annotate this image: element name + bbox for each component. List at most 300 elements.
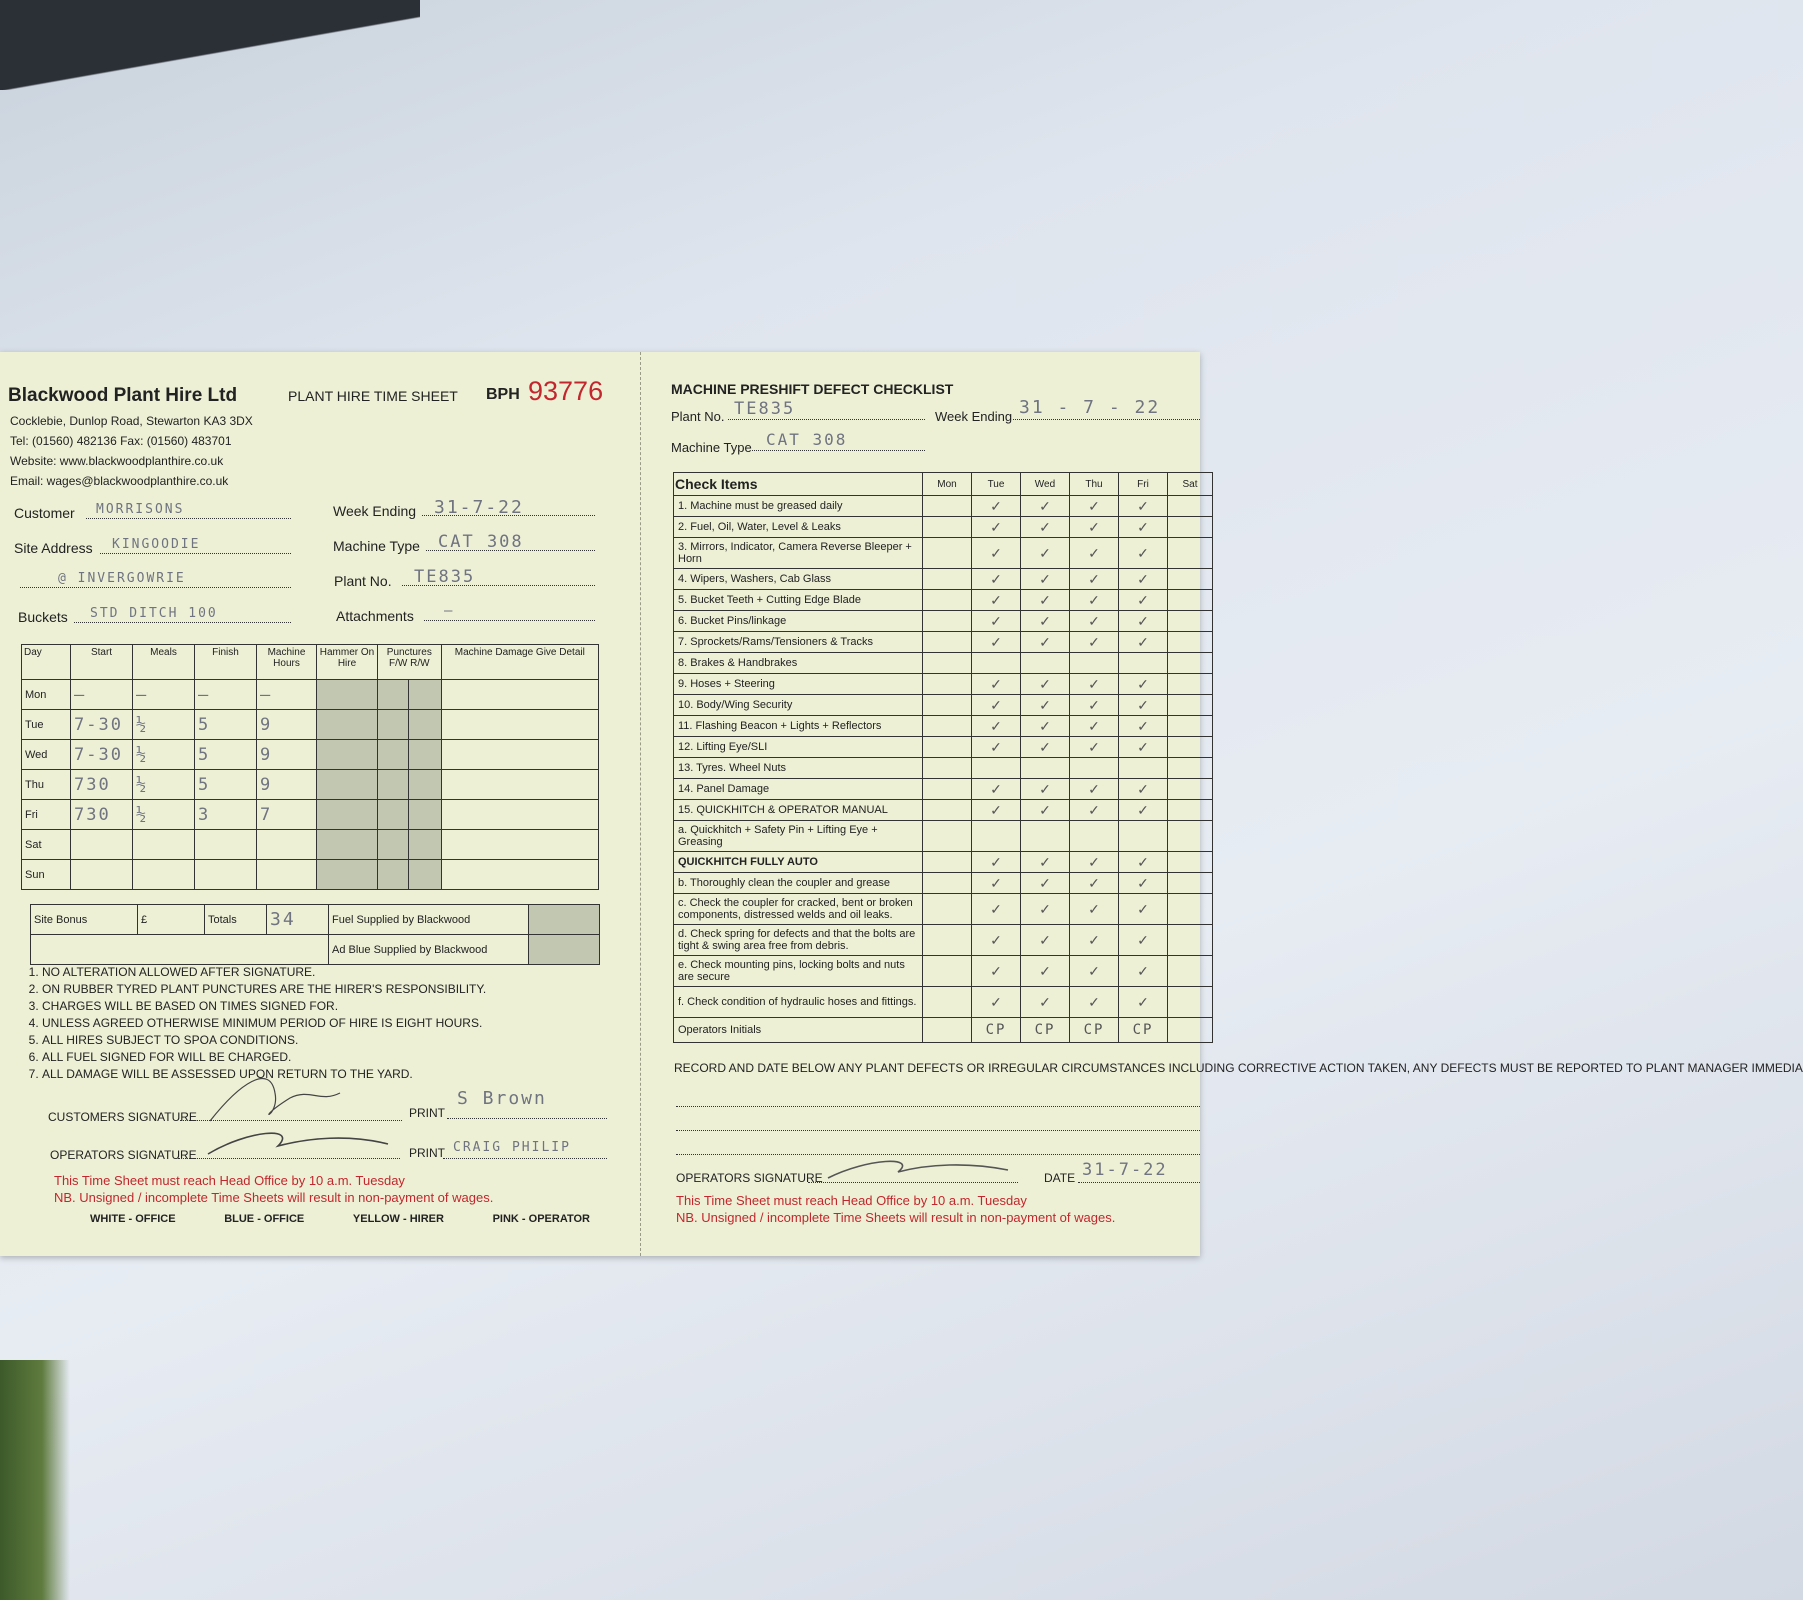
checklist-week-label: Week Ending (935, 409, 1013, 424)
check-tick-cell[interactable] (1070, 821, 1119, 852)
check-tick-cell[interactable] (1119, 925, 1168, 956)
plant-no-field[interactable] (402, 567, 595, 586)
check-tick-cell[interactable] (1168, 496, 1213, 517)
damage-cell[interactable] (441, 710, 598, 740)
initials-label: Operators Initials (674, 1018, 923, 1043)
check-tick-cell[interactable] (1021, 653, 1070, 674)
check-tick-cell[interactable] (1021, 956, 1070, 987)
hammer-cell[interactable] (317, 830, 378, 860)
check-item-label: 6. Bucket Pins/linkage (674, 611, 923, 632)
check-tick-cell[interactable] (972, 737, 1021, 758)
check-tick-cell[interactable] (1119, 800, 1168, 821)
check-mark-icon: ✓ (990, 675, 1002, 692)
start-cell[interactable]: 730 (71, 770, 133, 800)
check-tick-cell[interactable] (1021, 716, 1070, 737)
check-tick-cell[interactable] (1021, 538, 1070, 569)
operator-signature-field[interactable] (178, 1146, 400, 1159)
check-mark-icon: ✓ (1039, 900, 1051, 917)
check-tick-cell[interactable] (1119, 496, 1168, 517)
initials-cell[interactable]: CP (1119, 1018, 1168, 1043)
puncture-fw-cell[interactable] (378, 680, 409, 710)
check-tick-cell[interactable] (972, 517, 1021, 538)
puncture-fw-cell[interactable] (378, 800, 409, 830)
finish-cell[interactable] (195, 830, 257, 860)
site-address-label: Site Address (14, 540, 93, 556)
check-tick-cell[interactable] (923, 873, 972, 894)
check-items-header: Check Items (674, 473, 923, 496)
check-tick-cell[interactable] (972, 611, 1021, 632)
check-tick-cell[interactable] (972, 758, 1021, 779)
week-ending-label: Week Ending (333, 503, 417, 519)
check-tick-cell[interactable] (1021, 517, 1070, 538)
check-row (674, 987, 1213, 1018)
check-tick-cell[interactable] (1070, 590, 1119, 611)
ref-prefix: BPH (486, 386, 520, 403)
check-mark-icon: ✓ (1088, 696, 1100, 713)
check-mark-icon: ✓ (1088, 675, 1100, 692)
hours-cell[interactable]: 9 (257, 710, 317, 740)
hours-cell[interactable]: 9 (257, 770, 317, 800)
check-tick-cell[interactable] (1021, 779, 1070, 800)
check-tick-cell[interactable] (972, 800, 1021, 821)
check-tick-cell[interactable] (923, 956, 972, 987)
check-tick-cell[interactable] (1021, 894, 1070, 925)
puncture-fw-cell[interactable] (378, 860, 409, 890)
hammer-cell[interactable] (317, 800, 378, 830)
check-tick-cell[interactable] (1070, 716, 1119, 737)
check-mark-icon: ✓ (1088, 612, 1100, 629)
check-tick-cell[interactable] (972, 852, 1021, 873)
week-ending-field[interactable] (422, 497, 595, 516)
check-tick-cell[interactable] (1070, 674, 1119, 695)
check-tick-cell[interactable] (972, 925, 1021, 956)
check-mark-icon: ✓ (990, 591, 1002, 608)
check-tick-cell[interactable] (1021, 821, 1070, 852)
check-mark-icon: ✓ (990, 544, 1002, 561)
meals-cell[interactable]: ½ (133, 740, 195, 770)
check-mark-icon: ✓ (990, 931, 1002, 948)
hours-cell[interactable] (257, 860, 317, 890)
check-tick-cell[interactable] (972, 653, 1021, 674)
check-tick-cell[interactable] (923, 611, 972, 632)
check-mark-icon: ✓ (1137, 570, 1149, 587)
machine-type-value: CAT 308 (438, 532, 524, 552)
check-item-label: 11. Flashing Beacon + Lights + Reflectors (674, 716, 923, 737)
finish-cell[interactable]: 5 (195, 710, 257, 740)
check-row (674, 716, 1213, 737)
check-tick-cell[interactable] (923, 852, 972, 873)
check-tick-cell[interactable] (1119, 779, 1168, 800)
check-tick-cell[interactable] (1070, 611, 1119, 632)
check-mark-icon: ✓ (1039, 497, 1051, 514)
check-tick-cell[interactable] (1168, 873, 1213, 894)
check-tick-cell[interactable] (1119, 632, 1168, 653)
totals-value[interactable] (267, 905, 329, 935)
check-tick-cell[interactable] (1119, 695, 1168, 716)
check-tick-cell[interactable] (1070, 987, 1119, 1018)
check-tick-cell[interactable] (1168, 632, 1213, 653)
plant-no-label: Plant No. (334, 573, 392, 589)
check-row (674, 800, 1213, 821)
meals-cell[interactable] (133, 860, 195, 890)
check-row (674, 590, 1213, 611)
damage-cell[interactable] (441, 830, 598, 860)
check-tick-cell[interactable] (1168, 737, 1213, 758)
check-tick-cell[interactable] (1070, 569, 1119, 590)
checklist-op-signature-field[interactable] (808, 1170, 1018, 1183)
check-tick-cell[interactable] (923, 716, 972, 737)
check-tick-cell[interactable] (923, 674, 972, 695)
fuel-box[interactable] (529, 905, 600, 935)
check-tick-cell[interactable] (1168, 674, 1213, 695)
deadline-line-2: NB. Unsigned / incomplete Time Sheets will result in non-payment of wages. (54, 1190, 494, 1205)
initials-cell[interactable]: CP (1070, 1018, 1119, 1043)
site-bonus-value[interactable] (138, 905, 205, 935)
check-tick-cell[interactable] (923, 496, 972, 517)
day-cell: Mon (22, 680, 71, 710)
meals-cell[interactable] (133, 830, 195, 860)
start-cell[interactable]: 730 (71, 800, 133, 830)
check-tick-cell[interactable] (1119, 716, 1168, 737)
check-tick-cell[interactable] (923, 821, 972, 852)
term-item: 5. ALL HIRES SUBJECT TO SPOA CONDITIONS. (42, 1032, 486, 1049)
initials-cell[interactable]: CP (972, 1018, 1021, 1043)
check-mark-icon: ✓ (990, 780, 1002, 797)
hours-cell[interactable]: 9 (257, 740, 317, 770)
check-tick-cell[interactable] (1168, 821, 1213, 852)
hammer-cell[interactable] (317, 860, 378, 890)
check-tick-cell[interactable] (1168, 611, 1213, 632)
checklist-date-field[interactable] (1078, 1160, 1200, 1183)
check-row (674, 852, 1213, 873)
check-row (674, 821, 1213, 852)
check-mark-icon: ✓ (1088, 962, 1100, 979)
check-tick-cell[interactable] (1119, 821, 1168, 852)
day-cell: Fri (22, 800, 71, 830)
puncture-rw-cell[interactable] (409, 710, 442, 740)
check-mark-icon: ✓ (1088, 931, 1100, 948)
puncture-fw-cell[interactable] (378, 830, 409, 860)
check-tick-cell[interactable] (1070, 538, 1119, 569)
check-tick-cell[interactable] (1119, 852, 1168, 873)
machine-type-field[interactable] (426, 532, 595, 551)
check-tick-cell[interactable] (972, 716, 1021, 737)
check-tick-cell[interactable] (1168, 987, 1213, 1018)
check-tick-cell[interactable] (1021, 987, 1070, 1018)
check-tick-cell[interactable] (923, 590, 972, 611)
puncture-fw-cell[interactable] (378, 710, 409, 740)
check-mark-icon: ✓ (1137, 696, 1149, 713)
check-tick-cell[interactable] (972, 956, 1021, 987)
check-tick-cell[interactable] (1168, 695, 1213, 716)
check-row (674, 632, 1213, 653)
check-tick-cell[interactable] (1119, 538, 1168, 569)
hammer-cell[interactable] (317, 740, 378, 770)
checklist-plant-field[interactable] (728, 399, 925, 420)
hours-cell[interactable] (257, 830, 317, 860)
check-mark-icon: ✓ (1137, 962, 1149, 979)
check-mark-icon: ✓ (1088, 874, 1100, 891)
check-tick-cell[interactable] (923, 653, 972, 674)
attachments-value: — (444, 603, 455, 619)
col-hours: Machine Hours (257, 645, 317, 680)
puncture-rw-cell[interactable] (409, 770, 442, 800)
check-tick-cell[interactable] (1168, 653, 1213, 674)
check-tick-cell[interactable] (1070, 925, 1119, 956)
hours-cell[interactable]: — (257, 680, 317, 710)
company-address: Cocklebie, Dunlop Road, Stewarton KA3 3DX (10, 414, 253, 428)
start-cell[interactable]: — (71, 680, 133, 710)
check-item-label: d. Check spring for defects and that the bolts are tight & swing area free from debris. (674, 925, 923, 956)
puncture-rw-cell[interactable] (409, 860, 442, 890)
check-tick-cell[interactable] (1070, 517, 1119, 538)
check-mark-icon: ✓ (1039, 874, 1051, 891)
check-mark-icon: ✓ (1088, 717, 1100, 734)
buckets-field[interactable] (74, 604, 291, 623)
check-tick-cell[interactable] (972, 821, 1021, 852)
check-tick-cell[interactable] (923, 538, 972, 569)
meals-cell[interactable]: ½ (133, 800, 195, 830)
check-tick-cell[interactable] (972, 674, 1021, 695)
start-cell[interactable]: 7-30 (71, 740, 133, 770)
initials-cell[interactable] (1168, 1018, 1213, 1043)
checklist-machine-value: CAT 308 (766, 430, 848, 449)
check-tick-cell[interactable] (1070, 852, 1119, 873)
check-tick-cell[interactable] (1070, 956, 1119, 987)
ref-number: 93776 (528, 376, 604, 406)
check-tick-cell[interactable] (1119, 517, 1168, 538)
initials-cell[interactable]: CP (1021, 1018, 1070, 1043)
check-mark-icon: ✓ (990, 900, 1002, 917)
check-tick-cell[interactable] (1119, 569, 1168, 590)
check-mark-icon: ✓ (1088, 544, 1100, 561)
check-tick-cell[interactable] (1119, 737, 1168, 758)
check-tick-cell[interactable] (1168, 569, 1213, 590)
check-tick-cell[interactable] (923, 758, 972, 779)
finish-cell[interactable] (195, 860, 257, 890)
check-tick-cell[interactable] (1021, 611, 1070, 632)
check-item-label: 7. Sprockets/Rams/Tensioners & Tracks (674, 632, 923, 653)
check-item-label: 13. Tyres. Wheel Nuts (674, 758, 923, 779)
check-tick-cell[interactable] (923, 987, 972, 1018)
check-tick-cell[interactable] (1070, 758, 1119, 779)
check-item-label: 5. Bucket Teeth + Cutting Edge Blade (674, 590, 923, 611)
check-mark-icon: ✓ (1088, 993, 1100, 1010)
check-tick-cell[interactable] (972, 873, 1021, 894)
hammer-cell[interactable] (317, 680, 378, 710)
check-tick-cell[interactable] (1021, 925, 1070, 956)
check-tick-cell[interactable] (972, 632, 1021, 653)
check-row (674, 653, 1213, 674)
check-tick-cell[interactable] (972, 894, 1021, 925)
company-phone: Tel: (01560) 482136 Fax: (01560) 483701 (10, 434, 232, 448)
check-mark-icon: ✓ (990, 696, 1002, 713)
check-item-label: c. Check the coupler for cracked, bent or broken components, distressed welds and oil leaks. (674, 894, 923, 925)
site-address-field-2[interactable] (20, 569, 291, 588)
meals-cell[interactable]: ½ (133, 710, 195, 740)
damage-cell[interactable] (441, 740, 598, 770)
check-tick-cell[interactable] (1021, 674, 1070, 695)
sheet-title: PLANT HIRE TIME SHEET (288, 388, 458, 404)
customer-signature-label: CUSTOMERS SIGNATURE (48, 1110, 197, 1124)
check-tick-cell[interactable] (1168, 800, 1213, 821)
checklist-week-value: 31 - 7 - 22 (1019, 397, 1161, 418)
check-tick-cell[interactable] (923, 737, 972, 758)
check-tick-cell[interactable] (923, 569, 972, 590)
check-tick-cell[interactable] (1070, 873, 1119, 894)
check-tick-cell[interactable] (1168, 956, 1213, 987)
check-tick-cell[interactable] (923, 517, 972, 538)
customer-field[interactable] (86, 500, 291, 519)
check-tick-cell[interactable] (1119, 987, 1168, 1018)
check-tick-cell[interactable] (1021, 758, 1070, 779)
puncture-rw-cell[interactable] (409, 830, 442, 860)
checklist-deadline-notice (676, 1192, 1115, 1226)
initials-cell[interactable] (923, 1018, 972, 1043)
check-tick-cell[interactable] (1021, 873, 1070, 894)
company-website: Website: www.blackwoodplanthire.co.uk (10, 454, 224, 468)
check-tick-cell[interactable] (1070, 695, 1119, 716)
check-tick-cell[interactable] (1021, 496, 1070, 517)
col-hammer: Hammer On Hire (317, 645, 378, 680)
check-tick-cell[interactable] (1119, 611, 1168, 632)
check-tick-cell[interactable] (1021, 800, 1070, 821)
check-tick-cell[interactable] (972, 987, 1021, 1018)
copy-pink: PINK - OPERATOR (492, 1213, 590, 1225)
check-tick-cell[interactable] (923, 894, 972, 925)
check-tick-cell[interactable] (1021, 569, 1070, 590)
meals-cell[interactable]: — (133, 680, 195, 710)
finish-cell[interactable]: 3 (195, 800, 257, 830)
check-mark-icon: ✓ (990, 993, 1002, 1010)
checklist-week-field[interactable] (1013, 397, 1200, 420)
operator-print-field[interactable] (443, 1140, 607, 1159)
check-tick-cell[interactable] (1168, 925, 1213, 956)
damage-cell[interactable] (441, 860, 598, 890)
check-tick-cell[interactable] (1168, 716, 1213, 737)
check-tick-cell[interactable] (972, 695, 1021, 716)
start-cell[interactable] (71, 830, 133, 860)
check-tick-cell[interactable] (1168, 517, 1213, 538)
finish-cell[interactable]: — (195, 680, 257, 710)
start-cell[interactable] (71, 860, 133, 890)
check-mark-icon: ✓ (1039, 801, 1051, 818)
check-tick-cell[interactable] (972, 496, 1021, 517)
check-mark-icon: ✓ (1137, 900, 1149, 917)
puncture-fw-cell[interactable] (378, 740, 409, 770)
check-tick-cell[interactable] (1021, 737, 1070, 758)
check-mark-icon: ✓ (1088, 518, 1100, 535)
check-tick-cell[interactable] (1119, 653, 1168, 674)
check-tick-cell[interactable] (1070, 894, 1119, 925)
adblue-box[interactable] (529, 935, 600, 965)
check-tick-cell[interactable] (972, 590, 1021, 611)
defect-line-2[interactable] (676, 1130, 1200, 1132)
check-tick-cell[interactable] (972, 569, 1021, 590)
check-tick-cell[interactable] (1119, 674, 1168, 695)
check-tick-cell[interactable] (972, 538, 1021, 569)
defect-line-1[interactable] (676, 1106, 1200, 1108)
check-tick-cell[interactable] (1070, 779, 1119, 800)
check-tick-cell[interactable] (1021, 590, 1070, 611)
check-tick-cell[interactable] (1119, 956, 1168, 987)
checklist-machine-field[interactable] (752, 430, 925, 451)
check-row (674, 695, 1213, 716)
deadline-line-1: This Time Sheet must reach Head Office by 10 a.m. Tuesday (54, 1173, 405, 1188)
check-tick-cell[interactable] (1119, 758, 1168, 779)
check-tick-cell[interactable] (1119, 873, 1168, 894)
meals-cell[interactable]: ½ (133, 770, 195, 800)
damage-cell[interactable] (441, 800, 598, 830)
check-tick-cell[interactable] (1168, 590, 1213, 611)
hours-cell[interactable]: 7 (257, 800, 317, 830)
puncture-rw-cell[interactable] (409, 680, 442, 710)
check-mark-icon: ✓ (990, 853, 1002, 870)
check-mark-icon: ✓ (1039, 633, 1051, 650)
damage-cell[interactable] (441, 680, 598, 710)
damage-cell[interactable] (441, 770, 598, 800)
check-mark-icon: ✓ (990, 518, 1002, 535)
start-cell[interactable]: 7-30 (71, 710, 133, 740)
puncture-fw-cell[interactable] (378, 770, 409, 800)
check-item-label: 2. Fuel, Oil, Water, Level & Leaks (674, 517, 923, 538)
finish-cell[interactable]: 5 (195, 770, 257, 800)
check-tick-cell[interactable] (1119, 894, 1168, 925)
check-mark-icon: ✓ (1137, 738, 1149, 755)
check-mark-icon: ✓ (990, 717, 1002, 734)
check-row (674, 758, 1213, 779)
check-tick-cell[interactable] (923, 695, 972, 716)
machine-type-label: Machine Type (333, 538, 420, 554)
check-tick-cell[interactable] (1021, 852, 1070, 873)
finish-cell[interactable]: 5 (195, 740, 257, 770)
check-mark-icon: ✓ (1137, 931, 1149, 948)
check-mark-icon: ✓ (1137, 633, 1149, 650)
copy-white: WHITE - OFFICE (90, 1213, 176, 1225)
hammer-cell[interactable] (317, 710, 378, 740)
check-tick-cell[interactable] (923, 779, 972, 800)
check-tick-cell[interactable] (1070, 800, 1119, 821)
time-row-tue (22, 710, 599, 740)
check-tick-cell[interactable] (1070, 653, 1119, 674)
check-tick-cell[interactable] (1168, 758, 1213, 779)
check-tick-cell[interactable] (923, 800, 972, 821)
check-tick-cell[interactable] (923, 632, 972, 653)
hammer-cell[interactable] (317, 770, 378, 800)
check-mark-icon: ✓ (1039, 993, 1051, 1010)
puncture-rw-cell[interactable] (409, 800, 442, 830)
check-tick-cell[interactable] (1021, 695, 1070, 716)
checklist-header (674, 473, 1213, 496)
check-tick-cell[interactable] (1021, 632, 1070, 653)
check-tick-cell[interactable] (1168, 538, 1213, 569)
site-address-field[interactable] (100, 535, 291, 554)
check-tick-cell[interactable] (1070, 496, 1119, 517)
check-item-label: 15. QUICKHITCH & OPERATOR MANUAL (674, 800, 923, 821)
puncture-rw-cell[interactable] (409, 740, 442, 770)
time-row-sat (22, 830, 599, 860)
check-tick-cell[interactable] (1119, 590, 1168, 611)
check-tick-cell[interactable] (1168, 894, 1213, 925)
check-tick-cell[interactable] (923, 925, 972, 956)
attachments-field[interactable] (424, 602, 595, 621)
check-tick-cell[interactable] (1168, 852, 1213, 873)
check-tick-cell[interactable] (972, 779, 1021, 800)
customer-print-field[interactable] (447, 1088, 607, 1119)
check-tick-cell[interactable] (1070, 737, 1119, 758)
check-tick-cell[interactable] (1168, 779, 1213, 800)
check-tick-cell[interactable] (1070, 632, 1119, 653)
